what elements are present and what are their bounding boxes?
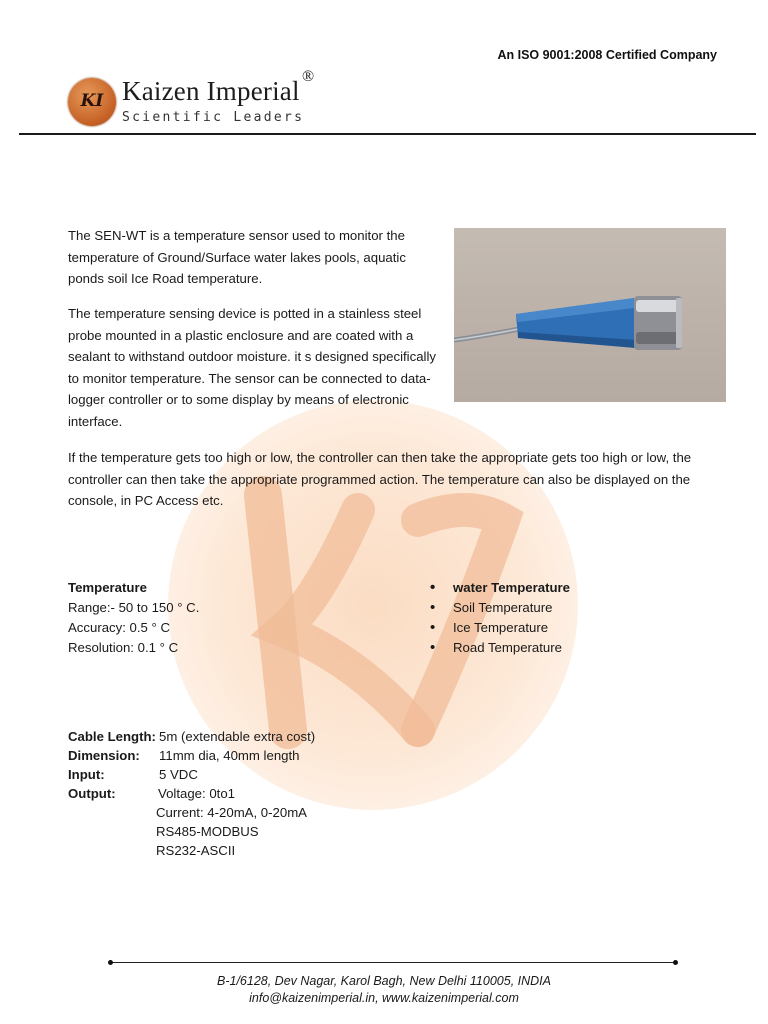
control-paragraph: If the temperature gets too high or low, the controller can then take the appropriate gets too high or low, the controller can then take the appropriate programmed action. The temperature can also be displayed on the console, in PC Access etc. — [68, 450, 692, 508]
output-current: Current: 4-20mA, 0-20mA — [156, 805, 307, 820]
temperature-resolution: Resolution: 0.1 ° C — [68, 640, 179, 655]
list-item: • water Temperature — [430, 578, 570, 598]
registered-mark: ® — [302, 68, 315, 85]
applications-list — [430, 578, 570, 658]
company-name: Kaizen Imperial — [122, 76, 300, 106]
list-item: • Ice Temperature — [430, 618, 570, 638]
footer-address: B-1/6128, Dev Nagar, Karol Bagh, New Delhi 110005, INDIA — [217, 974, 551, 988]
temperature-heading: Temperature — [68, 580, 147, 595]
intro-paragraph: The SEN-WT is a temperature sensor used to monitor the temperature of Ground/Surface water lakes pools, aquatic ponds soil Ice Road temperature. — [68, 228, 406, 286]
input-value: 5 VDC — [159, 767, 198, 782]
cable-length-value: 5m (extendable extra cost) — [159, 729, 316, 744]
company-logo — [68, 66, 338, 136]
company-tagline: Scientific Leaders — [122, 110, 305, 125]
output-voltage: Voltage: 0to1 — [158, 786, 235, 801]
logo-initials: KI — [80, 91, 104, 111]
temperature-range: Range:- 50 to 150 ° C. — [68, 600, 200, 615]
temperature-specs — [68, 578, 199, 658]
footer-divider — [110, 962, 676, 963]
output-rs485: RS485-MODBUS — [156, 824, 259, 839]
technical-specs — [68, 727, 315, 860]
footer-contact: info@kaizenimperial.in, www.kaizenimperial.com — [249, 991, 519, 1005]
output-rs232: RS232-ASCII — [156, 843, 236, 858]
device-paragraph: The temperature sensing device is potted in a stainless steel probe mounted in a plastic enclosure and are coated with a sealant to withstand outdoor moisture. it s designed specifically to monitor temperature. The sensor can be connected to data-logger controller or to some display by means of electronic interface. — [68, 306, 436, 429]
iso-certification: An ISO 9001:2008 Certified Company — [497, 48, 717, 62]
output-label: Output: — [68, 786, 116, 801]
sensor-photo — [454, 228, 726, 402]
list-item: • Road Temperature — [430, 638, 570, 658]
footer — [0, 973, 768, 1007]
list-item: • Soil Temperature — [430, 598, 570, 618]
header-divider — [19, 133, 756, 135]
dimension-value: 11mm dia, 40mm length — [159, 748, 300, 763]
input-label: Input: — [68, 767, 105, 782]
dimension-label: Dimension: — [68, 748, 140, 763]
cable-length-label: Cable Length: — [68, 729, 156, 744]
temperature-accuracy: Accuracy: 0.5 ° C — [68, 620, 171, 635]
